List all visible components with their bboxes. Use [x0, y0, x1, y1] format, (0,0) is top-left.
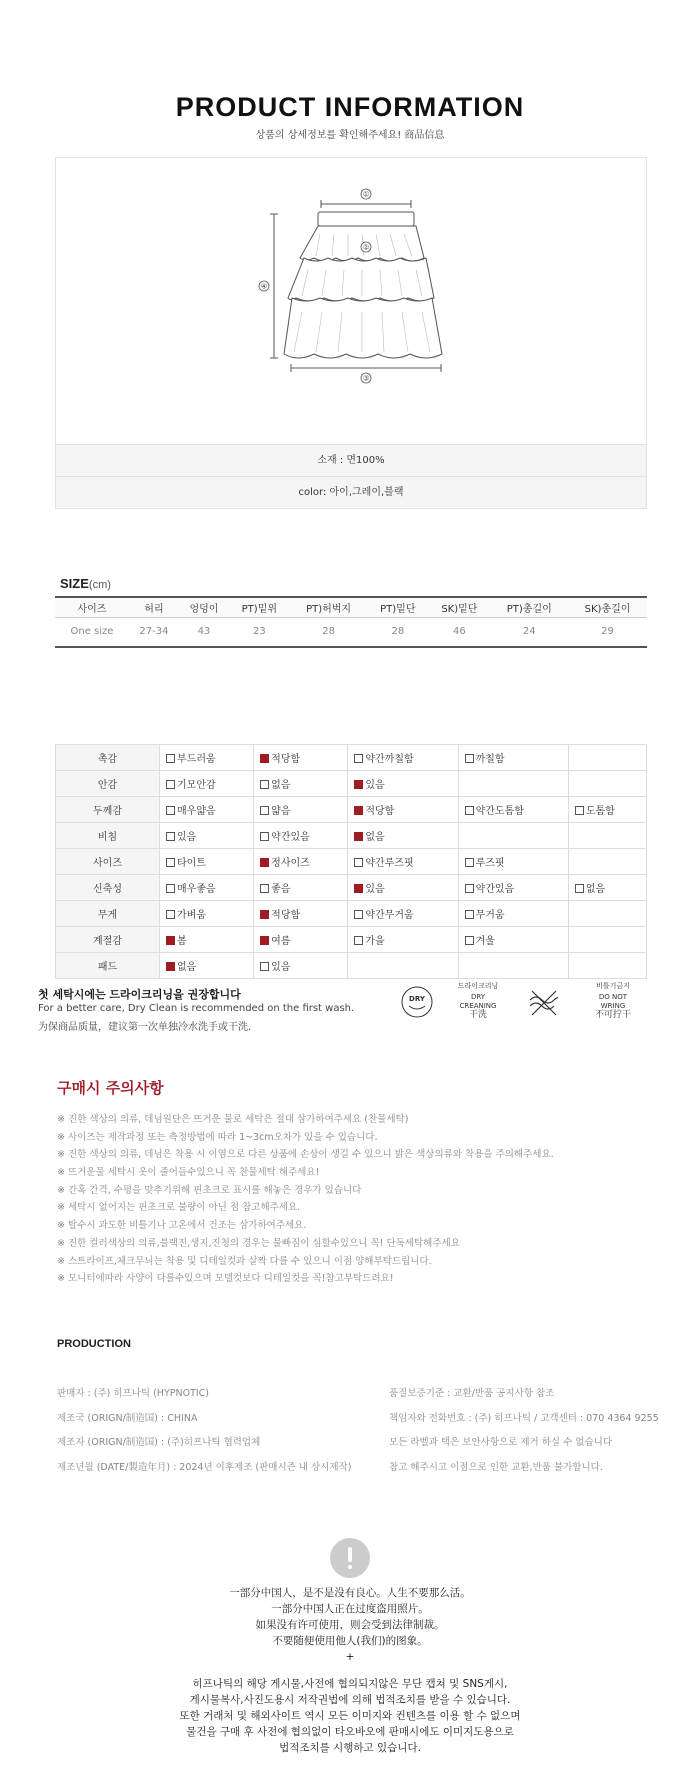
feel-row [56, 927, 647, 953]
no-wring-cn: 不可拧干 [594, 1010, 631, 1020]
marker-3: ③ [362, 374, 370, 383]
feel-option [160, 823, 254, 849]
feel-option [160, 745, 254, 771]
care-chinese: 为保商品质量，建议第一次单独冷水洗手或干洗. [38, 1022, 252, 1033]
feel-option-label: 얇음 [271, 806, 291, 817]
color-text: color: 아이,그레이,블랙 [298, 487, 404, 498]
material-text: 소재 : 면100% [317, 455, 385, 466]
feel-option-label: 없음 [365, 832, 385, 843]
checkbox-empty-icon [260, 780, 269, 789]
feel-option [568, 849, 646, 875]
caution-list [57, 1111, 554, 1288]
feel-row [56, 771, 647, 797]
checkbox-checked-icon [354, 832, 363, 841]
feel-option-label: 적당함 [271, 754, 301, 765]
feel-label: 사이즈 [56, 849, 160, 875]
dry-cleaning-en1: DRY [470, 993, 486, 1001]
feel-option-label: 도톰함 [585, 806, 615, 817]
feel-option [458, 771, 568, 797]
checkbox-empty-icon [465, 858, 474, 867]
care-title: 첫 세탁시에는 드라이크리닝을 권장합니다 [38, 988, 241, 1001]
size-cell: 24 [491, 617, 569, 647]
checkbox-empty-icon [465, 806, 474, 815]
checkbox-empty-icon [465, 936, 474, 945]
feel-option [458, 927, 568, 953]
checkbox-empty-icon [465, 754, 474, 763]
checkbox-checked-icon [260, 858, 269, 867]
feel-option [348, 745, 458, 771]
marker-2: ② [362, 243, 370, 252]
checkbox-checked-icon [166, 962, 175, 971]
feel-option [568, 797, 646, 823]
feel-label: 비침 [56, 823, 160, 849]
feel-row [56, 797, 647, 823]
feel-option-label: 없음 [585, 884, 606, 895]
production-title: PRODUCTION [57, 1338, 131, 1350]
feel-option [348, 901, 458, 927]
feel-option [254, 849, 348, 875]
feel-option [458, 823, 568, 849]
feel-option [568, 823, 646, 849]
caution-item: ※ 진한 컬러색상의 의류,블랙진,생지,진청의 경우는 물빠짐이 심할수있으니 꼭! 단독세탁해주세요 [57, 1237, 460, 1249]
feel-label: 계절감 [56, 927, 160, 953]
checkbox-empty-icon [260, 806, 269, 815]
feel-option [348, 953, 458, 979]
feel-option [160, 901, 254, 927]
feel-option-label: 있음 [271, 962, 291, 973]
caution-item: ※ 진한 색상의 의류, 데님은 착용 시 이염으로 다른 상품에 손상이 생길 수 있으니 밝은 색상의류와 착용을 주의해주세요. [57, 1149, 554, 1161]
dry-cleaning-label [453, 982, 503, 1020]
material-row [55, 445, 647, 477]
dry-icon [398, 986, 436, 1022]
feel-option-label: 타이트 [177, 858, 206, 869]
feel-option [568, 901, 646, 927]
skirt-diagram [55, 157, 647, 445]
size-table [55, 596, 647, 648]
checkbox-empty-icon [166, 910, 175, 919]
feel-option-label: 정사이즈 [271, 858, 310, 869]
feel-option-label: 까칠함 [475, 754, 505, 765]
feel-row [56, 823, 647, 849]
feel-option [254, 901, 348, 927]
checkbox-checked-icon [354, 780, 363, 789]
feel-option [458, 797, 568, 823]
feel-option-label: 약간도톰함 [475, 806, 524, 817]
feel-option-label: 약간루즈핏 [365, 858, 414, 869]
size-cell: One size [55, 617, 129, 647]
feel-label: 무게 [56, 901, 160, 927]
feel-option [568, 745, 646, 771]
feel-option [160, 849, 254, 875]
feel-option [254, 745, 348, 771]
caution-item: ※ 진한 색상의 의류, 데님원단은 뜨거운 물로 세탁은 절대 삼가하여주세요 (찬물세탁) [57, 1114, 409, 1125]
no-wring-label [590, 982, 636, 1020]
size-cell: 28 [367, 617, 428, 647]
size-cell: 27-34 [129, 617, 179, 647]
checkbox-empty-icon [166, 832, 175, 841]
feel-option-label: 여름 [271, 936, 291, 947]
warning-icon [330, 1538, 370, 1578]
size-header: SK)총길이 [568, 597, 647, 617]
checkbox-checked-icon [354, 806, 363, 815]
feel-option [568, 927, 646, 953]
size-header: 사이즈 [55, 597, 129, 617]
feel-option [160, 771, 254, 797]
feel-option-label: 약간있음 [475, 884, 515, 895]
feel-option [568, 953, 646, 979]
feel-option [348, 849, 458, 875]
production-item: 품질보증기준 : 교환/반품 공지사항 참조 [389, 1388, 555, 1399]
size-cell: 46 [428, 617, 490, 647]
checkbox-empty-icon [575, 806, 584, 815]
production-item: 모든 라벨과 택은 보안사항으로 제거 하실 수 없습니다 [389, 1437, 613, 1449]
notice-line: + [345, 1651, 355, 1663]
feel-option-label: 겨울 [475, 936, 495, 947]
feel-option [160, 927, 254, 953]
feel-option-label: 적당함 [271, 910, 301, 921]
page-subtitle: 상품의 상세정보를 확인해주세요! 商品信息 [255, 130, 445, 141]
feel-option [254, 797, 348, 823]
feel-option [348, 797, 458, 823]
caution-item: ※ 세탁시 없어지는 핀초크로 불량이 아닌 점 참고해주세요. [57, 1202, 301, 1214]
size-cell: 28 [290, 617, 368, 647]
production-item: 제조자 (ORIGN/制造国) : (주)히프나틱 협력업체 [57, 1437, 261, 1449]
size-header: PT)총길이 [491, 597, 569, 617]
size-header: 엉덩이 [179, 597, 229, 617]
feel-option [254, 823, 348, 849]
feel-label: 촉감 [56, 745, 160, 771]
feel-label: 두께감 [56, 797, 160, 823]
checkbox-checked-icon [260, 754, 269, 763]
feel-label: 안감 [56, 771, 160, 797]
checkbox-empty-icon [260, 832, 269, 841]
feel-row [56, 901, 647, 927]
feel-option [160, 875, 254, 901]
size-row [55, 617, 647, 647]
dry-cleaning-kr: 드라이크리닝 [457, 982, 499, 990]
checkbox-empty-icon [166, 780, 175, 789]
size-title-text: SIZE [60, 576, 89, 591]
notice-line: 一部分中国人正在过度盗用照片。 [271, 1603, 429, 1615]
production-item: 참고 해주시고 이점으로 인한 교환,반품 불가합니다. [389, 1462, 603, 1474]
feel-row [56, 745, 647, 771]
feel-option [254, 875, 348, 901]
feel-row [56, 953, 647, 979]
feel-option [568, 771, 646, 797]
feel-option-label: 가을 [365, 936, 385, 947]
notice-line: 물건을 구매 후 사전에 협의없이 타오바오에 판매시에도 이미지도용으로 [186, 1726, 514, 1738]
feel-row [56, 849, 647, 875]
feel-option-label: 약간까칠함 [365, 754, 414, 765]
checkbox-empty-icon [166, 806, 175, 815]
checkbox-empty-icon [465, 884, 474, 893]
no-wring-en2: WRING [600, 1002, 626, 1010]
caution-item: ※ 뜨거운물 세탁시 옷이 줄어들수있으니 꼭 찬물세탁 해주세요! [57, 1167, 320, 1179]
feel-option-label: 루즈핏 [475, 858, 505, 869]
checkbox-checked-icon [260, 936, 269, 945]
feel-option-label: 무거움 [475, 910, 505, 921]
dry-badge-text: DRY [409, 995, 425, 1003]
size-header: SK)밑단 [428, 597, 490, 617]
feel-label: 패드 [56, 953, 160, 979]
marker-4: ④ [260, 282, 268, 291]
checkbox-empty-icon [166, 884, 175, 893]
feel-option-label: 부드러움 [177, 754, 216, 765]
feel-label: 신축성 [56, 875, 160, 901]
feel-option [348, 823, 458, 849]
feel-option [160, 953, 254, 979]
size-title [60, 576, 111, 591]
production-item: 판매자 : (주) 히프나틱 (HYPNOTIC) [57, 1388, 210, 1399]
feel-option-label: 없음 [177, 962, 197, 973]
feel-option [254, 953, 348, 979]
feel-option [458, 875, 568, 901]
feel-option-label: 봄 [177, 936, 187, 947]
size-cell: 43 [179, 617, 229, 647]
size-cell: 23 [229, 617, 290, 647]
feel-option [458, 901, 568, 927]
feel-option [160, 797, 254, 823]
caution-title: 구매시 주의사항 [57, 1079, 164, 1097]
size-cell: 29 [568, 617, 647, 647]
notice-korean [0, 1676, 700, 1756]
feel-option [568, 875, 646, 901]
checkbox-empty-icon [354, 858, 363, 867]
feel-option [348, 875, 458, 901]
feel-option [254, 771, 348, 797]
caution-item: ※ 모니터에따라 사양이 다를수있으며 모델컷보다 디테일컷을 꼭!참고부탁드려요! [57, 1273, 394, 1285]
notice-line: 不要随便使用他人(我们)的图象。 [272, 1635, 428, 1647]
feel-option-label: 매우좋음 [177, 884, 216, 895]
notice-chinese [0, 1585, 700, 1665]
caution-item: ※ 탈수시 과도한 비틀기나 고온에서 건조는 삼가하여주세요. [57, 1220, 307, 1232]
notice-line: 一部分中国人，是不是没有良心。人生不要那么活。 [229, 1587, 471, 1599]
caution-item: ※ 사이즈는 제작과정 또는 측정방법에 따라 1~3cm오차가 있을 수 있습니다. [57, 1131, 378, 1143]
feel-option [254, 927, 348, 953]
marker-1: ① [362, 190, 370, 199]
feel-option-label: 있음 [177, 832, 197, 843]
no-wring-en1: DO NOT [598, 993, 628, 1001]
feel-option-label: 있음 [365, 780, 385, 791]
no-wring-icon [526, 988, 562, 1020]
notice-line: 또한 거래처 및 해외사이트 역시 모든 이미지와 컨텐츠를 이용 할 수 없으며 [179, 1710, 521, 1722]
feel-option [348, 771, 458, 797]
feel-option [458, 849, 568, 875]
size-header: PT)밑위 [229, 597, 290, 617]
checkbox-checked-icon [166, 936, 175, 945]
checkbox-empty-icon [166, 858, 175, 867]
no-wring-kr: 비틀기금지 [596, 982, 630, 990]
checkbox-checked-icon [354, 884, 363, 893]
feel-option [458, 953, 568, 979]
feel-option-label: 없음 [271, 780, 291, 791]
feel-option-label: 약간무거움 [365, 910, 414, 921]
care-english: For a better care, Dry Clean is recommended on the first wash. [38, 1003, 355, 1014]
checkbox-empty-icon [260, 962, 269, 971]
checkbox-empty-icon [166, 754, 175, 763]
dry-cleaning-en2: CREANING [459, 1002, 497, 1010]
notice-line: 법적조치를 시행하고 있습니다. [279, 1742, 421, 1754]
caution-item: ※ 간혹 간격, 수평을 맞추기위해 핀초크로 표시를 해놓은 경우가 있습니다 [57, 1184, 362, 1196]
notice-line: 게시물복사,사진도용시 저작권법에 의해 법적조치를 받을 수 있습니다. [189, 1694, 511, 1706]
checkbox-empty-icon [354, 936, 363, 945]
dry-cleaning-cn: 干洗 [468, 1010, 487, 1020]
fabric-feel-table [55, 744, 647, 979]
feel-option-label: 매우얇음 [177, 806, 216, 817]
checkbox-empty-icon [354, 754, 363, 763]
feel-option [458, 745, 568, 771]
production-right [389, 1382, 659, 1481]
production-item: 제조년월 (DATE/製造年月) : 2024년 이후제조 (판매시즌 내 상시제작) [57, 1462, 352, 1474]
checkbox-empty-icon [260, 884, 269, 893]
size-header: PT)밑단 [367, 597, 428, 617]
production-item: 책임자와 전화번호 : (주) 히프나틱 / 고객센터 : 070 4364 9255 [389, 1412, 659, 1424]
color-row [55, 477, 647, 509]
feel-option-label: 적당함 [365, 806, 395, 817]
checkbox-empty-icon [354, 910, 363, 919]
checkbox-empty-icon [575, 884, 584, 893]
notice-line: 히프나틱의 해당 게시물,사전에 협의되지않은 무단 캡쳐 및 SNS게시, [192, 1678, 508, 1690]
feel-option [348, 927, 458, 953]
size-header: PT)허벅지 [290, 597, 368, 617]
feel-option-label: 기모안감 [177, 780, 216, 791]
feel-row [56, 875, 647, 901]
checkbox-checked-icon [260, 910, 269, 919]
checkbox-empty-icon [465, 910, 474, 919]
notice-line: 如果没有许可使用，则会受到法律制裁。 [255, 1619, 445, 1631]
size-header: 허리 [129, 597, 179, 617]
size-unit: (cm) [88, 579, 111, 591]
feel-option-label: 가벼움 [177, 910, 206, 921]
production-left [57, 1382, 351, 1481]
feel-option-label: 있음 [365, 884, 385, 895]
feel-option-label: 좋음 [271, 884, 291, 895]
page-title: PRODUCT INFORMATION [175, 92, 525, 122]
feel-option-label: 약간있음 [271, 832, 310, 843]
caution-item: ※ 스트라이프,체크무늬는 착용 및 디테일컷과 살짝 다를 수 있으니 이점 양해부탁드립니다. [57, 1255, 432, 1267]
production-item: 제조국 (ORIGN/制造国) : CHINA [57, 1412, 198, 1424]
